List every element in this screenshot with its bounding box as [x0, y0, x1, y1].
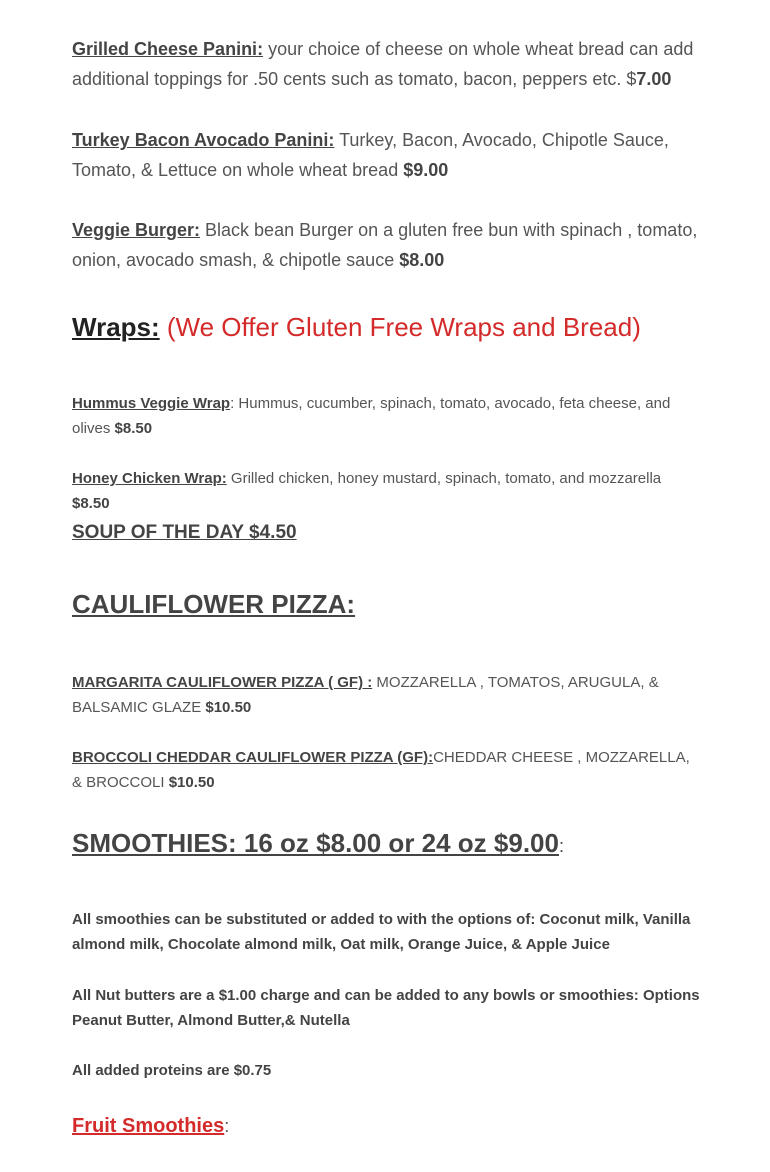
wraps-gluten-free-note: (We Offer Gluten Free Wraps and Bread)	[159, 312, 641, 342]
item-price: $8.50	[114, 420, 153, 437]
smoothies-heading-suffix: :	[558, 836, 564, 856]
item-name: Veggie Burger:	[72, 220, 201, 240]
menu-item-veggie-burger	[72, 215, 702, 275]
item-description: Turkey, Bacon, Avocado, Chipotle Sauce, Tomato, & Lettuce on whole wheat bread	[72, 130, 669, 180]
wraps-heading-label: Wraps:	[72, 312, 160, 342]
section-heading-fruit-smoothies	[72, 1112, 702, 1140]
menu-item-margarita-cauliflower-pizza	[72, 670, 702, 720]
item-price: $8.50	[72, 495, 110, 512]
smoothie-note-nut-butters: All Nut butters are a $1.00 charge and can be added to any bowls or smoothies: Options Peanut Butter, Almond Butter,& Nutella	[72, 987, 700, 1029]
menu-item-turkey-bacon-avocado-panini	[72, 125, 702, 185]
item-name: BROCCOLI CHEDDAR CAULIFLOWER PIZZA (GF):	[72, 749, 434, 766]
section-heading-smoothies	[72, 826, 702, 863]
item-price: $10.50	[205, 699, 252, 716]
item-description: CHEDDAR CHEESE , MOZZARELLA, & BROCCOLI	[72, 749, 690, 791]
section-heading-wraps	[72, 310, 702, 344]
item-description: : Hummus, cucumber, spinach, tomato, avocado, feta cheese, and olives	[72, 395, 671, 437]
item-description: MOZZARELLA , TOMATOS, ARUGULA, & BALSAMIC GLAZE	[72, 674, 659, 716]
item-price: $10.50	[168, 774, 215, 791]
smoothie-note-substitutions: All smoothies can be substituted or added to with the options of: Coconut milk, Vanilla almond milk, Chocolate almond milk, Oat milk, Orange Juice, & Apple Juice	[72, 911, 691, 953]
menu-item-broccoli-cheddar-cauliflower-pizza	[72, 745, 702, 795]
menu-item-grilled-cheese-panini	[72, 34, 702, 94]
smoothies-heading-label: SMOOTHIES: 16 oz $8.00 or 24 oz $9.00	[72, 828, 559, 858]
fruit-smoothies-suffix: :	[224, 1116, 230, 1136]
item-description: Grilled chicken, honey mustard, spinach, tomato, and mozzarella	[226, 470, 662, 487]
item-description: your choice of cheese on whole wheat bread can add additional toppings for .50 cents such as tomato, bacon, peppers etc. $	[72, 39, 694, 89]
item-price: $9.00	[403, 160, 449, 180]
soup-of-the-day: SOUP OF THE DAY $4.50	[72, 522, 297, 543]
item-name: Honey Chicken Wrap:	[72, 470, 227, 487]
item-name: Hummus Veggie Wrap	[72, 395, 231, 412]
item-name: Grilled Cheese Panini:	[72, 39, 264, 59]
item-price: 7.00	[636, 69, 672, 89]
smoothie-note-proteins: All added proteins are $0.75	[72, 1062, 272, 1079]
section-heading-cauliflower-pizza: CAULIFLOWER PIZZA:	[72, 589, 356, 619]
item-name: MARGARITA CAULIFLOWER PIZZA ( GF) :	[72, 674, 373, 691]
item-price: $8.00	[399, 250, 445, 270]
item-name: Turkey Bacon Avocado Panini:	[72, 130, 335, 150]
menu-item-honey-chicken-wrap	[72, 466, 702, 516]
item-description: Black bean Burger on a gluten free bun with spinach , tomato, onion, avocado smash, & chipotle sauce	[72, 220, 698, 270]
fruit-smoothies-label: Fruit Smoothies	[72, 1115, 225, 1137]
menu-item-hummus-veggie-wrap	[72, 391, 702, 441]
